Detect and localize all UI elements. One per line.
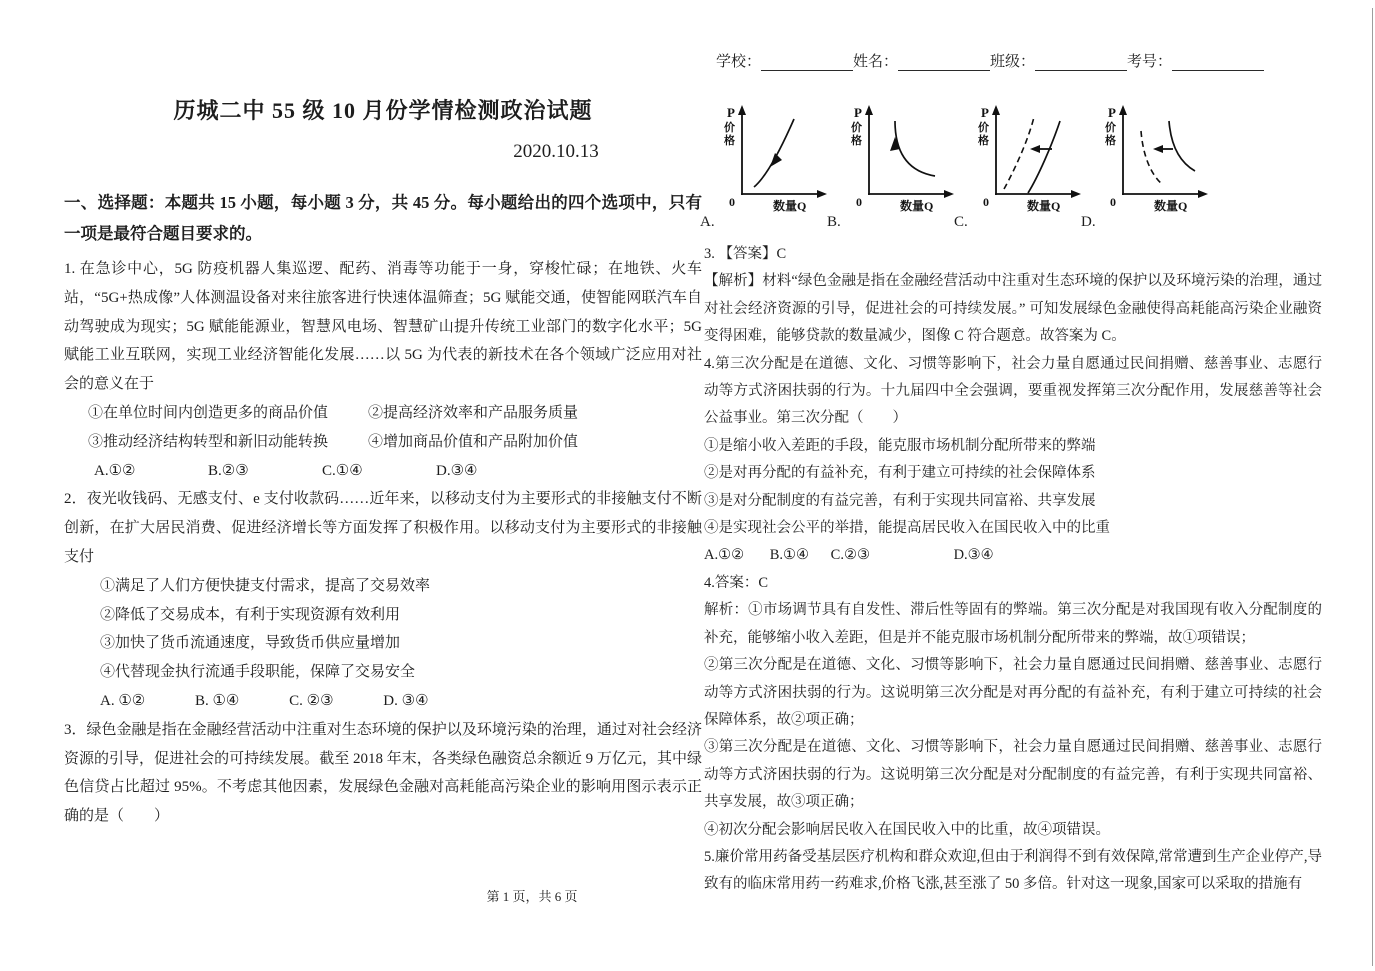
choice-d: D.③④ bbox=[953, 547, 994, 564]
y-axis-arrow-icon bbox=[738, 105, 746, 115]
exam-date: 2020.10.13 bbox=[513, 141, 599, 162]
y-axis-arrow-icon bbox=[1119, 105, 1127, 115]
choice-b: B.①④ bbox=[769, 547, 810, 564]
exam-number-field bbox=[1127, 50, 1264, 71]
school-blank-line bbox=[761, 54, 853, 71]
graph-option-a bbox=[700, 99, 831, 230]
analysis-4-point-4: ④初次分配会影响居民收入在国民收入中的比重，故④项错误。 bbox=[704, 821, 1110, 838]
y-axis-ge-label: 格 bbox=[978, 135, 989, 147]
y-axis-jia-label: 价 bbox=[851, 122, 862, 134]
question-1-option-2: ②提高经济效率和产品服务质量 bbox=[368, 404, 579, 421]
choice-a: A.①② bbox=[704, 547, 745, 564]
y-axis-p-label: P bbox=[981, 105, 989, 120]
price-quantity-graph-b bbox=[847, 101, 955, 219]
choice-d: D. ③④ bbox=[383, 692, 429, 709]
x-axis-arrow-icon bbox=[1071, 190, 1081, 198]
graph-option-b bbox=[827, 99, 958, 230]
demand-curve bbox=[1169, 121, 1195, 171]
exam-right-column bbox=[700, 50, 1322, 899]
name-blank-line bbox=[898, 54, 990, 71]
price-quantity-graph-a bbox=[720, 101, 828, 219]
question-2-option-4: ④代替现金执行流通手段职能，保障了交易安全 bbox=[100, 664, 416, 681]
graph-a-label: A. bbox=[700, 214, 715, 230]
curve-arrow-down-icon bbox=[770, 153, 782, 167]
name-field bbox=[853, 50, 990, 71]
shifted-demand-curve-dashed bbox=[1141, 131, 1163, 185]
graph-option-c bbox=[954, 99, 1085, 230]
y-axis-p-label: P bbox=[727, 105, 735, 120]
page-number-footer: 第 1 页，共 6 页 bbox=[486, 889, 578, 904]
graph-d-label: D. bbox=[1081, 214, 1096, 230]
question-4-stem: 4.第三次分配是在道德、文化、习惯等影响下，社会力量自愿通过民间捐赠、慈善事业、志愿行动等方式济困扶弱的行为。十九届四中全会强调，要重视发挥第三次分配作用，发展慈善等社会公益事业。第三次分配（ ） bbox=[704, 355, 1322, 427]
graph-option-d bbox=[1081, 99, 1212, 230]
question-4-option-2: ②是对再分配的有益补充，有利于建立可持续的社会保障体系 bbox=[704, 465, 1096, 482]
y-axis-arrow-icon bbox=[865, 105, 873, 115]
scanned-page-right-edge bbox=[1372, 8, 1373, 966]
demand-curve bbox=[895, 121, 935, 176]
answer-3: 3. 【答案】C bbox=[704, 246, 787, 262]
x-axis-label: 数量Q bbox=[1027, 199, 1061, 213]
student-info-header bbox=[704, 50, 1322, 71]
class-field bbox=[990, 50, 1127, 71]
y-axis-jia-label: 价 bbox=[978, 122, 989, 134]
name-label: 姓名： bbox=[853, 54, 899, 70]
supply-curve bbox=[754, 119, 794, 187]
graph-c-label: C. bbox=[954, 214, 968, 230]
answer-4: 4.答案：C bbox=[704, 574, 769, 591]
question-1-stem: 1. 在急诊中心，5G 防疫机器人集巡逻、配药、消毒等功能于一身，穿梭忙碌；在地铁、火车站，“5G+热成像”人体测温设备对来往旅客进行快速体温筛查；5G 赋能交通，使智能网联汽车自动驾驶成为现实；5G 赋能能源业，智慧风电场、智慧矿山提升传统工业部门的数字化水平；5G 赋能工业互联网，实现工业经济智能化发展……以 5G 为代表的新技术在各个领域广泛应用对社会的意义在于 bbox=[64, 261, 702, 393]
y-axis-arrow-icon bbox=[992, 105, 1000, 115]
supply-curve bbox=[1028, 121, 1060, 193]
origin-label: 0 bbox=[856, 195, 862, 209]
question-1-option-3: ③推动经济结构转型和新旧动能转换 bbox=[88, 433, 329, 450]
question-1-options-row-2 bbox=[64, 428, 702, 457]
school-field bbox=[716, 50, 853, 71]
x-axis-label: 数量Q bbox=[1154, 199, 1188, 213]
graph-b-label: B. bbox=[827, 214, 841, 230]
choice-a: A.①② bbox=[94, 462, 136, 479]
y-axis-p-label: P bbox=[1108, 105, 1116, 120]
exam-number-blank-line bbox=[1172, 54, 1264, 71]
question-2-choices bbox=[64, 687, 702, 716]
y-axis-ge-label: 格 bbox=[851, 135, 862, 147]
question-4-option-4: ④是实现社会公平的举措，能提高居民收入在国民收入中的比重 bbox=[704, 520, 1110, 537]
origin-label: 0 bbox=[1110, 195, 1116, 209]
question-2-stem: 2．夜光收钱码、无感支付、e 支付收款码……近年来，以移动支付为主要形式的非接触支付不断创新，在扩大居民消费、促进经济增长等方面发挥了积极作用。以移动支付为主要形式的非接触支付 bbox=[64, 491, 702, 565]
x-axis-label: 数量Q bbox=[773, 199, 807, 213]
shift-left-arrow-icon bbox=[1153, 145, 1163, 153]
question-2-option-1: ①满足了人们方便快捷支付需求，提高了交易效率 bbox=[100, 577, 431, 594]
question-2-option-3: ③加快了货币流通速度，导致货币供应量增加 bbox=[100, 635, 401, 652]
x-axis-arrow-icon bbox=[944, 190, 954, 198]
choice-d: D.③④ bbox=[436, 462, 478, 479]
shifted-supply-curve-dashed bbox=[1004, 117, 1034, 189]
section-1-heading: 一、选择题：本题共 15 小题，每小题 3 分，共 45 分。每小题给出的四个选项中，只有一项是最符合题目要求的。 bbox=[64, 193, 702, 243]
question-4-choices bbox=[704, 542, 1322, 569]
school-label: 学校： bbox=[716, 54, 762, 70]
origin-label: 0 bbox=[729, 195, 735, 209]
choice-c: C. ②③ bbox=[289, 692, 334, 709]
question-3-stem: 3．绿色金融是指在金融经营活动中注重对生态环境的保护以及环境污染的治理，通过对社会经济资源的引导，促进社会的可持续发展。截至 2018 年末，各类绿色融资总余额近 9 万亿元，其中绿色信贷占比超过 95%。不考虑其他因素，发展绿色金融对高耗能高污染企业的影响用图示表示正确的是（ ） bbox=[64, 721, 702, 825]
question-5-stem: 5.廉价常用药备受基层医疗机构和群众欢迎,但由于利润得不到有效保障,常常遭到生产企业停产,导致有的临床常用药一药难求,价格飞涨,甚至涨了 50 多倍。针对这一现象,国家可以采取的措施有 bbox=[704, 848, 1322, 893]
y-axis-jia-label: 价 bbox=[724, 122, 735, 134]
question-1 bbox=[64, 255, 702, 485]
analysis-4-point-3: ③第三次分配是在道德、文化、习惯等影响下，社会力量自愿通过民间捐赠、慈善事业、志愿行动等方式济困扶弱的行为。这说明第三次分配是对分配制度的有益完善，有利于实现共同富裕、共享发展，故③项正确； bbox=[704, 739, 1322, 811]
question-2-options bbox=[64, 572, 702, 687]
y-axis-ge-label: 格 bbox=[724, 135, 735, 147]
question-1-option-1: ①在单位时间内创造更多的商品价值 bbox=[88, 404, 329, 421]
class-label: 班级： bbox=[990, 54, 1036, 70]
y-axis-ge-label: 格 bbox=[1105, 135, 1116, 147]
analysis-3: 【解析】材料“绿色金融是指在金融经营活动中注重对生态环境的保护以及环境污染的治理，通过对社会经济资源的引导，促进社会的可持续发展。” 可知发展绿色金融使得高耗能高污染企业融资变得困难，能够贷款的数量减少，图像 C 符合题意。故答案为 C。 bbox=[704, 273, 1322, 345]
question-1-choices bbox=[64, 457, 702, 486]
y-axis-jia-label: 价 bbox=[1105, 122, 1116, 134]
question-4-option-3: ③是对分配制度的有益完善，有利于实现共同富裕、共享发展 bbox=[704, 492, 1096, 509]
exam-number-label: 考号： bbox=[1127, 54, 1173, 70]
exam-left-column bbox=[64, 94, 702, 831]
shift-left-arrow-icon bbox=[1030, 145, 1040, 153]
x-axis-arrow-icon bbox=[817, 190, 827, 198]
question-3-answer-graphs bbox=[700, 99, 1322, 230]
origin-label: 0 bbox=[983, 195, 989, 209]
price-quantity-graph-c bbox=[974, 101, 1082, 219]
question-2-option-2: ②降低了交易成本，有利于实现资源有效利用 bbox=[100, 606, 401, 623]
choice-b: B. ①④ bbox=[194, 692, 240, 709]
choice-a: A. ①② bbox=[100, 692, 146, 709]
question-1-option-4: ④增加商品价值和产品附加价值 bbox=[368, 433, 579, 450]
question-4-option-1: ①是缩小收入差距的手段，能克服市场机制分配所带来的弊端 bbox=[704, 437, 1096, 454]
analysis-4-point-1: 解析：①市场调节具有自发性、滞后性等固有的弊端。第三次分配是对我国现有收入分配制度的补充，能够缩小收入差距，但是并不能克服市场机制分配所带来的弊端，故①项错误； bbox=[704, 602, 1322, 646]
question-2 bbox=[64, 485, 702, 715]
analysis-4-point-2: ②第三次分配是在道德、文化、习惯等影响下，社会力量自愿通过民间捐赠、慈善事业、志愿行动等方式济困扶弱的行为。这说明第三次分配是对再分配的有益补充，有利于建立可持续的社会保障体系，故②项正确； bbox=[704, 657, 1322, 728]
x-axis-label: 数量Q bbox=[900, 199, 934, 213]
choice-c: C.①④ bbox=[322, 462, 363, 479]
question-1-options-row-1 bbox=[64, 399, 702, 428]
class-blank-line bbox=[1035, 54, 1127, 71]
exam-title: 历城二中 55 级 10 月份学情检测政治试题 bbox=[173, 98, 593, 123]
choice-c: C.②③ bbox=[830, 547, 870, 564]
x-axis-arrow-icon bbox=[1198, 190, 1208, 198]
choice-b: B.②③ bbox=[208, 462, 249, 479]
question-3 bbox=[64, 716, 702, 831]
price-quantity-graph-d bbox=[1101, 101, 1209, 219]
y-axis-p-label: P bbox=[854, 105, 862, 120]
answers-and-analysis bbox=[704, 241, 1322, 899]
